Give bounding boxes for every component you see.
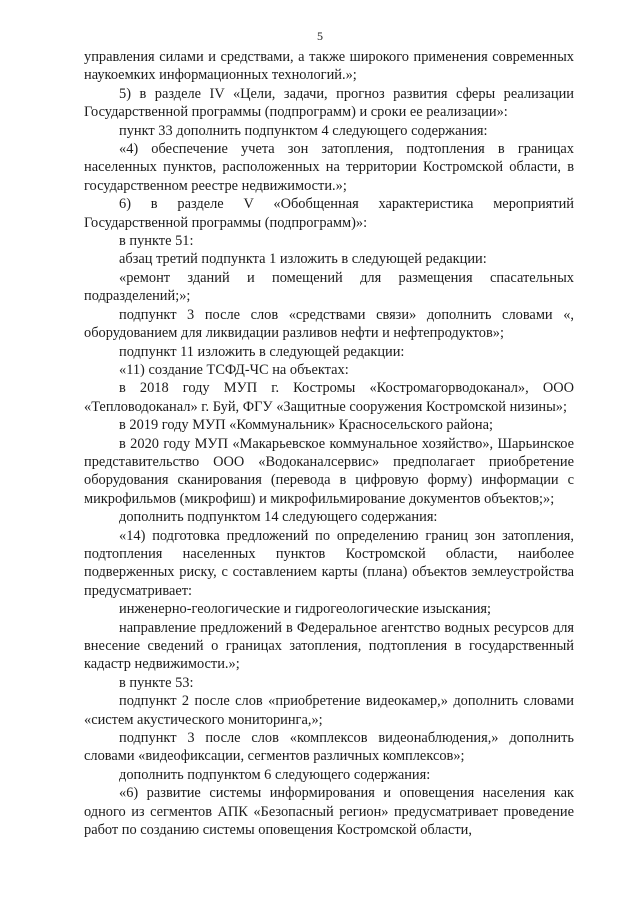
paragraph: подпункт 2 после слов «приобретение видеокамер,» дополнить словами «систем акустического мониторинга,»; (84, 693, 574, 728)
document-body (84, 48, 574, 839)
paragraph: подпункт 11 изложить в следующей редакции: (119, 343, 405, 360)
paragraph: инженерно-геологические и гидрогеологические изыскания; (119, 601, 492, 618)
paragraph: в пункте 51: (119, 233, 194, 250)
page-number: 5 (317, 29, 323, 43)
paragraph: управления силами и средствами, а также широкого применения современных наукоемких информационных технологий.»; (84, 49, 574, 84)
paragraph: «ремонт зданий и помещений для размещения спасательных подразделений;»; (84, 269, 574, 305)
paragraph: подпункт 3 после слов «комплексов видеонаблюдения,» дополнить словами «видеофиксации, сегментов различных комплексов»; (84, 730, 574, 765)
paragraph: подпункт 3 после слов «средствами связи» дополнить словами «, оборудованием для ликвидации разливов нефти и нефтепродуктов»; (84, 306, 574, 342)
paragraph: направление предложений в Федеральное агентство водных ресурсов для внесение сведений о границах затопления, подтопления в государственный кадастр недвижимости.»; (84, 619, 574, 673)
paragraph: в 2018 году МУП г. Костромы «Костромагорводоканал», ООО «Тепловодоканал» г. Буй, ФГУ «Защитные сооружения Костромской низины»; (84, 380, 574, 415)
paragraph: «14) подготовка предложений по определению границ зон затопления, подтопления населенных пунктов Костромской области, наиболее подверженных риску, с составлением карты (плана) объектов землеустройства предусматривает: (84, 527, 574, 599)
paragraph: дополнить подпунктом 14 следующего содержания: (119, 509, 438, 526)
paragraph: «11) создание ТСФД-ЧС на объектах: (119, 361, 349, 378)
paragraph: в 2019 году МУП «Коммунальник» Красносельского района; (119, 417, 494, 434)
paragraph: 6) в разделе V «Обобщенная характеристика мероприятий Государственной программы (подпрограмм)»: (84, 196, 574, 231)
paragraph: «4) обеспечение учета зон затопления, подтопления в границах населенных пунктов, расположенных на территории Костромской области, в государственном реестре недвижимости.»; (84, 141, 574, 194)
paragraph: абзац третий подпункта 1 изложить в следующей редакции: (119, 251, 487, 268)
paragraph: 5) в разделе IV «Цели, задачи, прогноз развития сферы реализации Государственной программы (подпрограмм) и сроки ее реализации»: (84, 85, 574, 121)
paragraph: в 2020 году МУП «Макарьевское коммунальное хозяйство», Шарьинское представительство ООО «Водоканалсервис» предполагает приобретение оборудования сканирования (перевода в цифровую форму) информации с микрофильмов (микрофиш) и микрофильмирование документов объектов;»; (84, 435, 574, 507)
paragraph: «6) развитие системы информирования и оповещения населения как одного из сегментов АПК «Безопасный регион» предусматривает проведение работ по созданию системы оповещения Костромской области, (84, 785, 574, 839)
paragraph: в пункте 53: (119, 674, 194, 691)
paragraph: дополнить подпунктом 6 следующего содержания: (119, 766, 431, 783)
paragraph: пункт 33 дополнить подпунктом 4 следующего содержания: (119, 122, 488, 139)
